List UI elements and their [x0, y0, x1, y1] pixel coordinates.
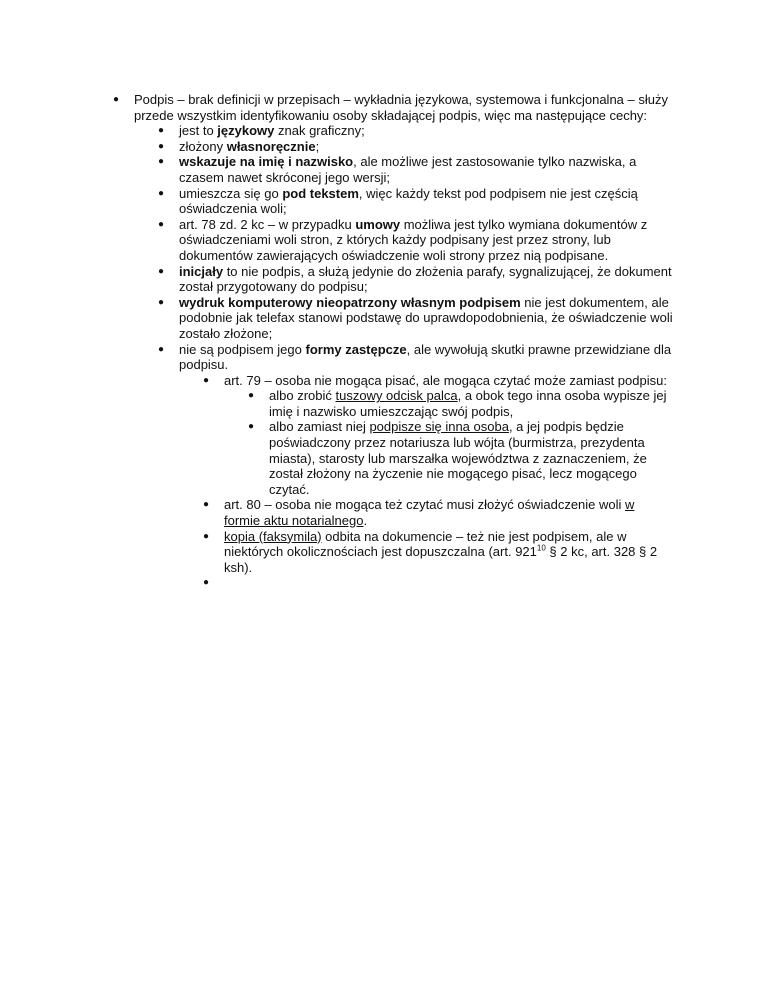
list-item: ● umieszcza się go pod tekstem, więc każdy tekst pod podpisem nie jest częścią oświadczenia woli; — [179, 186, 674, 217]
superscript: 10 — [536, 543, 546, 553]
list-item-art79: ● art. 79 – osoba nie mogąca pisać, ale mogąca czytać może zamiast podpisu: ● albo zrobić tuszowy odcisk palca, a obok tego inna osoba wypisze jej imię i nazwisko umieszczając swój podpis, ● albo zamiast niej podpisze się inna osoba, a jej podpis będzie poświadczony przez notariusza lub wójta (burmistrza, prezydenta miasta), starosty lub marszałka województwa z zaznaczeniem, że został złożony na życzenie nie mogącego pisać, lecz mogącego czytać. — [224, 373, 674, 498]
substitute-forms-list — [224, 373, 674, 591]
art79-options-list — [269, 388, 674, 497]
bold-term: pod tekstem — [282, 185, 359, 201]
features-list — [179, 123, 674, 591]
list-item: ● albo zrobić tuszowy odcisk palca, a obok tego inna osoba wypisze jej imię i nazwisko umieszczając swój podpis, — [269, 388, 674, 419]
bold-term: językowy — [217, 123, 275, 139]
list-item: ● art. 78 zd. 2 kc – w przypadku umowy możliwa jest tylko wymiana dokumentów z oświadczeniami woli stron, z których każdy podpisany jest przez strony, lub dokumentów zawierających oświadczenie woli strony przez nią podpisane. — [179, 217, 674, 264]
underlined-term: kopia (faksymila) — [224, 528, 322, 544]
list-item-empty — [224, 575, 674, 591]
list-item: ● złożony własnoręcznie; — [179, 139, 674, 155]
bold-term: wskazuje na imię i nazwisko — [179, 154, 354, 170]
bold-term: własnoręcznie — [226, 138, 316, 154]
underlined-term: w formie aktu notarialnego — [224, 497, 635, 529]
list-item: ● inicjały to nie podpis, a służą jedynie do złożenia parafy, sygnalizującej, że dokument został przygotowany do podpisu; — [179, 264, 674, 295]
intro-text: Podpis – brak definicji w przepisach – wykładnia językowa, systemowa i funkcjonalna – służy przede wszystkim identyfikowaniu osoby składającej podpis, więc ma następujące cechy: — [134, 92, 668, 123]
list-item: ● nie są podpisem jego formy zastępcze, ale wywołują skutki prawne przewidziane dla podpisu. ● art. 79 – osoba nie mogąca pisać, ale mogąca czytać może zamiast podpisu: ● albo zrobić tuszowy odcisk palca, a obok tego inna osoba wypisze jej imię i nazwisko umieszczając swój podpis, ● albo zamiast niej podpisze się inna osoba, a jej podpis będzie poświadczony przez notariusza lub wójta (burmistrza, prezydenta miasta), starosty lub marszałka województwa z zaznaczeniem, że został złożony na życzenie nie mogącego pisać, lecz mogącego czytać. ● art. 80 – osoba nie mogąca też czytać musi złożyć oświadczenie woli w formie aktu notarialnego. ● kopia (faksymila) odbita na dokumencie – też nie jest podpisem, ale w niektórych okolicznościach jest dopuszczalna (art. $921^{10}$ § 2 kc, art. 328 § 2 ksh). ● — [179, 342, 674, 592]
bold-term: umowy — [355, 216, 401, 232]
bold-term: inicjały — [179, 263, 224, 279]
main-list — [134, 92, 674, 591]
bold-term: formy zastępcze — [305, 341, 407, 357]
list-item: ● wskazuje na imię i nazwisko, ale możliwe jest zastosowanie tylko nazwiska, a czasem nawet skróconej jego wersji; — [179, 154, 674, 185]
underlined-term: tuszowy odcisk palca — [335, 388, 458, 404]
list-item: ● wydruk komputerowy nieopatrzony własnym podpisem nie jest dokumentem, ale podobnie jak telefax stanowi podstawę do uprawdopodobnienia, że oświadczenie woli zostało złożone; — [179, 295, 674, 342]
underlined-term: podpisze się inna osoba — [369, 419, 509, 435]
bold-term: wydruk komputerowy nieopatrzony własnym podpisem — [179, 294, 521, 310]
list-item: ● jest to językowy znak graficzny; — [179, 123, 674, 139]
list-item-podpis — [134, 92, 674, 591]
list-item-art80: ● art. 80 – osoba nie mogąca też czytać musi złożyć oświadczenie woli w formie aktu notarialnego. — [224, 497, 674, 528]
list-item-kopia: ● kopia (faksymila) odbita na dokumencie – też nie jest podpisem, ale w niektórych okolicznościach jest dopuszczalna (art. $921^{10}$ § 2 kc, art. 328 § 2 ksh). — [224, 529, 674, 576]
list-item: ● albo zamiast niej podpisze się inna osoba, a jej podpis będzie poświadczony przez notariusza lub wójta (burmistrza, prezydenta miasta), starosty lub marszałka województwa z zaznaczeniem, że został złożony na życzenie nie mogącego pisać, lecz mogącego czytać. — [269, 419, 674, 497]
